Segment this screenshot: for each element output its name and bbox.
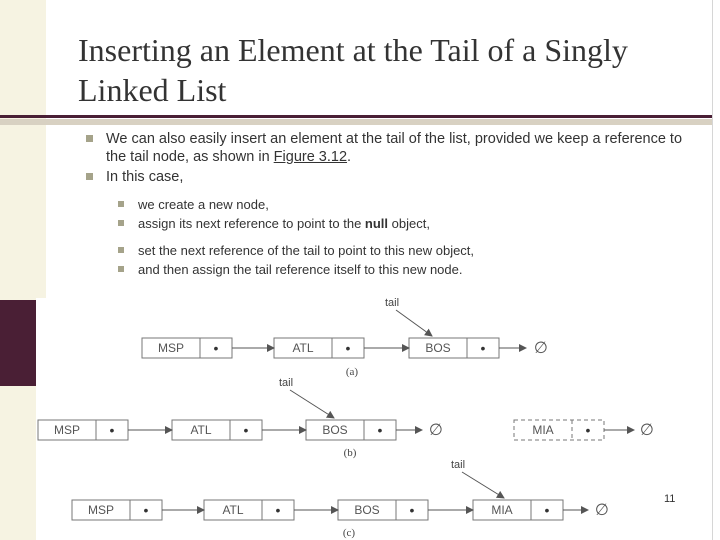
bullet-item: [84, 168, 704, 186]
bullet-text: We can also easily insert an element at the tail of the list, provided we keep a reference to the tail node, as shown in: [106, 131, 683, 165]
bullet-square-icon: [118, 201, 124, 207]
node-label: MIA: [532, 423, 554, 437]
list-node-box: [72, 500, 162, 520]
next-pointer-dot: •: [143, 502, 149, 518]
node-label: MSP: [157, 341, 185, 355]
next-pointer-dot: •: [409, 502, 415, 518]
node-label: MSP: [87, 503, 115, 517]
node-label: ATL: [222, 503, 244, 517]
sub-bullet-text-end: object,: [388, 216, 430, 231]
list-node-box: [274, 338, 364, 358]
node-label: MSP: [53, 423, 81, 437]
node-label: BOS: [425, 341, 451, 355]
next-pointer-dot: •: [480, 340, 486, 356]
sub-bullet-text: assign its next reference to point to the: [138, 216, 365, 231]
bullet-square-icon: [86, 135, 93, 142]
title-rule: [0, 115, 712, 118]
next-pointer-dot: •: [109, 422, 115, 438]
bullet-square-icon: [118, 266, 124, 272]
null-symbol: ∅: [429, 420, 443, 439]
tail-label: tail: [450, 459, 466, 471]
node-label: ATL: [292, 341, 314, 355]
next-pointer-dot: •: [585, 422, 591, 438]
bullet-text-end: .: [347, 149, 352, 165]
list-node-box: [409, 338, 499, 358]
bullet-list: [84, 130, 704, 280]
list-node-box: [204, 500, 294, 520]
sub-bullet-item: [116, 215, 704, 232]
list-node-box: [38, 420, 128, 440]
tail-label: tail: [384, 298, 400, 309]
node-label: ATL: [190, 423, 212, 437]
next-pointer-dot: •: [345, 340, 351, 356]
node-label: MIA: [491, 503, 513, 517]
panel-caption: (b): [343, 447, 357, 459]
next-pointer-dot: •: [243, 422, 249, 438]
node-label: BOS: [322, 423, 348, 437]
list-node-box: [338, 500, 428, 520]
panel-caption: (c): [342, 527, 356, 539]
null-symbol: ∅: [640, 420, 654, 439]
page-number: 11: [664, 493, 676, 505]
bullet-square-icon: [86, 173, 93, 180]
null-symbol: ∅: [534, 338, 548, 357]
linked-list-figure: [36, 298, 660, 540]
list-node-box: [514, 420, 604, 440]
slide-title: Inserting an Element at the Tail of a Singly Linked List: [78, 32, 628, 108]
tail-arrow: [462, 472, 504, 498]
bullet-square-icon: [118, 247, 124, 253]
sub-bullet-item: [116, 196, 704, 213]
figure-link[interactable]: Figure 3.12: [273, 149, 348, 165]
sub-bullet-text: set the next reference of the tail to point to this new object,: [138, 243, 475, 258]
right-border: [712, 0, 713, 540]
sub-bullet-text: we create a new node,: [138, 197, 269, 212]
title-rule-shadow: [0, 119, 712, 125]
next-pointer-dot: •: [213, 340, 219, 356]
sub-bullet-item: [116, 261, 704, 278]
tail-label: tail: [278, 377, 294, 389]
list-node-box: [306, 420, 396, 440]
next-pointer-dot: •: [544, 502, 550, 518]
null-keyword: null: [364, 216, 389, 231]
tail-arrow: [396, 310, 432, 336]
list-node-box: [473, 500, 563, 520]
bullet-square-icon: [118, 220, 124, 226]
list-node-box: [172, 420, 262, 440]
node-label: BOS: [354, 503, 380, 517]
tail-arrow: [290, 390, 334, 418]
bullet-item: [84, 130, 704, 166]
linked-list-diagram: [36, 298, 660, 540]
null-symbol: ∅: [595, 500, 609, 519]
panel-caption: (a): [345, 366, 359, 378]
next-pointer-dot: •: [377, 422, 383, 438]
bullet-text: In this case,: [106, 169, 184, 185]
sub-bullet-text: and then assign the tail reference itself to this new node.: [138, 262, 463, 277]
list-node-box: [142, 338, 232, 358]
sub-bullet-item: [116, 242, 704, 259]
next-pointer-dot: •: [275, 502, 281, 518]
